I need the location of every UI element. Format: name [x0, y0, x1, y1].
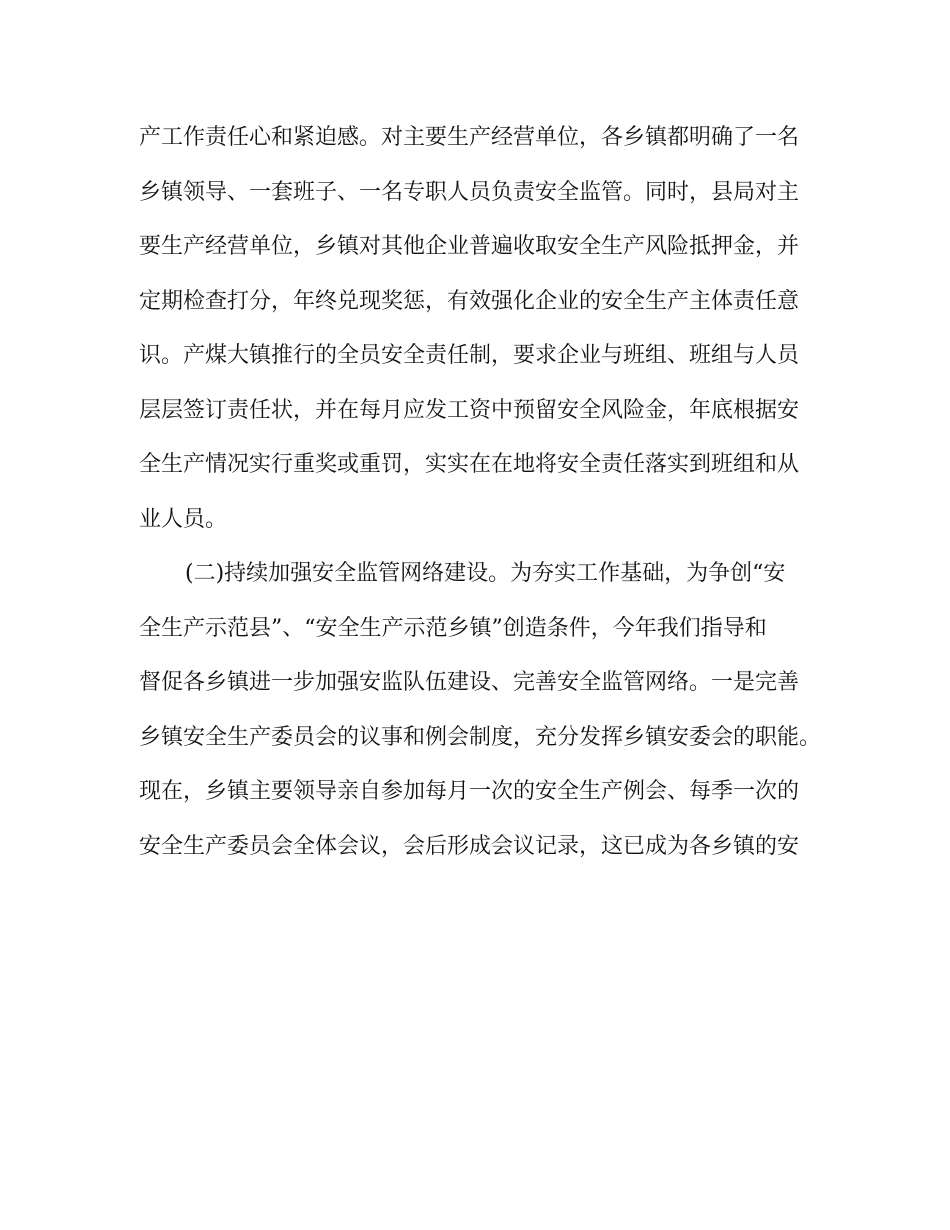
section-heading-line: (二)持续加强安全监管网络建设。为夯实工作基础，为争创“安 — [185, 561, 786, 586]
text-line: 业人员。 — [139, 506, 228, 532]
text-line: 全生产示范县”、“安全生产示范乡镇”创造条件，今年我们指导和 — [139, 615, 767, 641]
text-line: 乡镇领导、一套班子、一名专职人员负责安全监管。同时，县局对主 — [139, 179, 800, 205]
text-line: 定期检查打分，年终兑现奖惩，有效强化企业的安全生产主体责任意 — [139, 288, 800, 314]
text-line: 全生产情况实行重奖或重罚，实实在在地将安全责任落实到班组和从 — [139, 452, 800, 477]
text-line: 识。产煤大镇推行的全员安全责任制，要求企业与班组、班组与人员 — [139, 343, 800, 368]
body-text — [139, 123, 822, 886]
text-line: 现在，乡镇主要领导亲自参加每月一次的安全生产例会、每季一次的 — [139, 779, 800, 804]
text-line: 要生产经营单位，乡镇对其他企业普遍收取安全生产风险抵押金，并 — [139, 234, 800, 259]
text-line: 督促各乡镇进一步加强安监队伍建设、完善安全监管网络。一是完善 — [139, 670, 800, 695]
text-line: 乡镇安全生产委员会的议事和例会制度，充分发挥乡镇安委会的职能。 — [139, 724, 822, 750]
text-line: 安全生产委员会全体会议，会后形成会议记录，这已成为各乡镇的安 — [139, 833, 800, 859]
text-line: 产工作责任心和紧迫感。对主要生产经营单位，各乡镇都明确了一名 — [139, 125, 800, 150]
text-line: 层层签订责任状，并在每月应发工资中预留安全风险金，年底根据安 — [139, 397, 800, 423]
